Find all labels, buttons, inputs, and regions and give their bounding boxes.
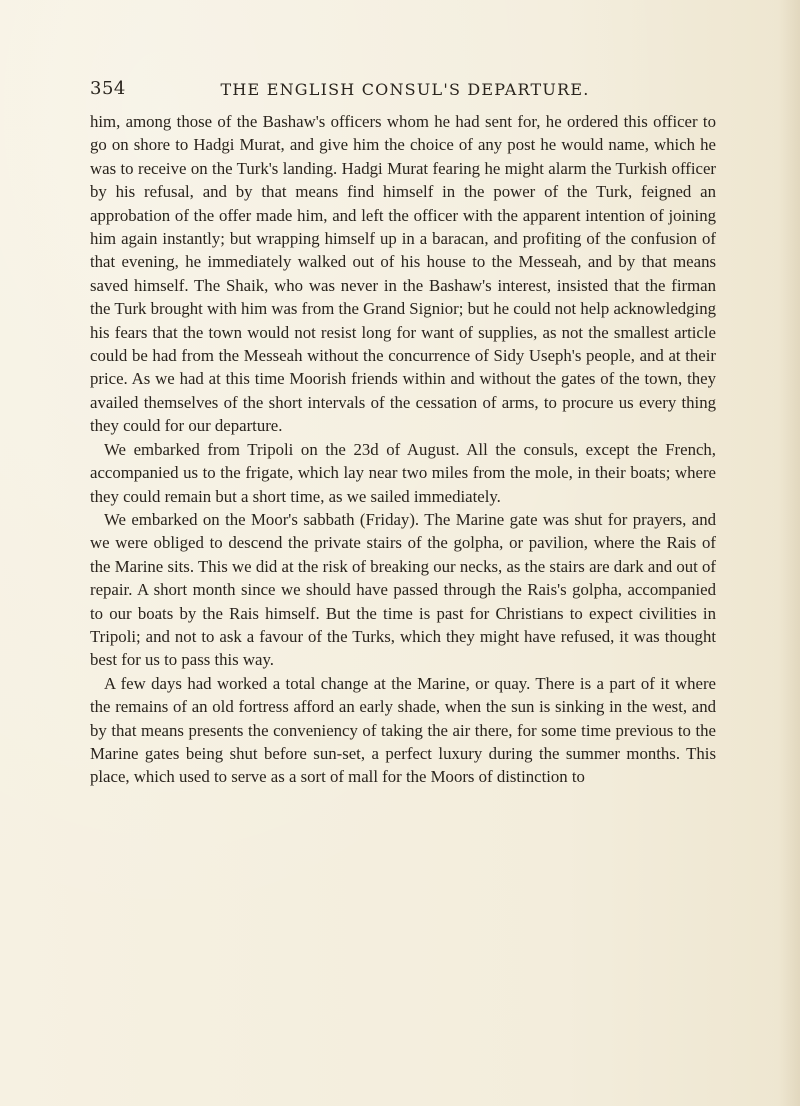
page-edge-shadow: [778, 0, 800, 1106]
paragraph-marine-change: A few days had worked a total change at the Marine, or quay. There is a part of it where the remains of an old fortress afford an early shade, when the sun is sinking in the west, and by that means presents the conveniency of taking the air there, for some time previous to the Marine gates being shut before sun-set, a perfect luxury during the summer months. This place, which used to serve as a sort of mall for the Moors of distinction to: [90, 673, 716, 787]
page-number: 354: [90, 78, 126, 99]
running-title: THE ENGLISH CONSUL'S DEPARTURE.: [220, 80, 590, 99]
paragraph-moors-sabbath: We embarked on the Moor's sabbath (Friday). The Marine gate was shut for prayers, and we were obliged to descend the private stairs of the golpha, or pavilion, where the Rais of the Marine sits. This we did at the risk of breaking our necks, as the stairs are dark and out of repair. A short month since we should have passed through the Rais's golpha, accompanied to our boats by the Rais himself. But the time is past for Christians to expect civilities in Tripoli; and not to ask a favour of the Turks, which they might have refused, it was thought best for us to pass this way.: [90, 509, 716, 670]
paragraph-embarkation: We embarked from Tripoli on the 23d of August. All the consuls, except the French, accompanied us to the frigate, which lay near two miles from the mole, in their boats; where they could remain but a short time, as we sailed immediately.: [90, 439, 716, 506]
page-header: [90, 78, 720, 106]
body-text: [90, 110, 716, 789]
paragraph-continuation: him, among those of the Bashaw's officers whom he had sent for, he ordered this officer to go on shore to Hadgi Murat, and give him the choice of any post he would name, which he was to receive on the Turk's landing. Hadgi Murat fearing he might alarm the Turkish officer by his refusal, and by that means find himself in the power of the Turk, feigned an approbation of the offer made him, and left the officer with the apparent intention of joining him again instantly; but wrapping himself up in a baracan, and profiting of the confusion of that evening, he immediately walked out of his house to the Messeah, and by that means saved himself. The Shaik, who was never in the Bashaw's interest, insisted that the firman the Turk brought with him was from the Grand Signior; but he could not help acknowledging his fears that the town would not resist long for want of supplies, as not the smallest article could be had from the Messeah without the concurrence of Sidy Useph's people, and at their price. As we had at this time Moorish friends within and without the gates of the town, they availed themselves of the short intervals of the cessation of arms, to procure us every thing they could for our departure.: [90, 112, 716, 436]
